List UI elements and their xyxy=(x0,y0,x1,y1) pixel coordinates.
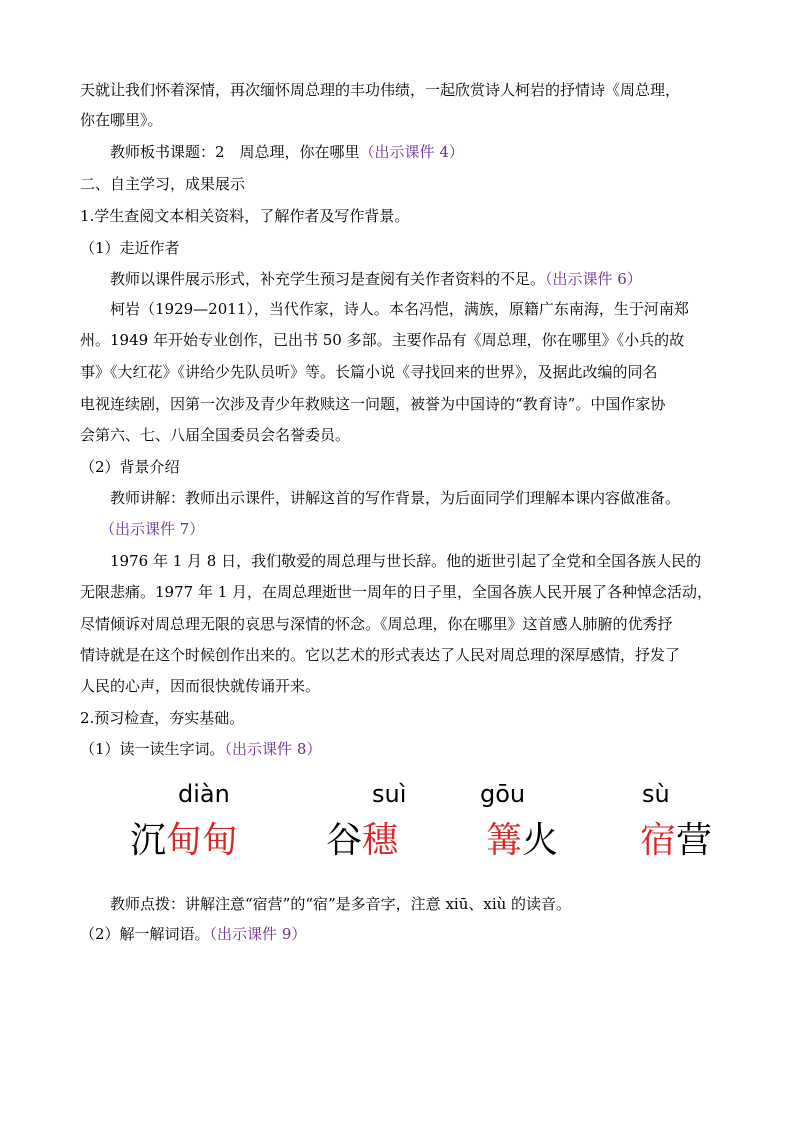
bio-line-4: 电视连续剧，因第一次涉及青少年救赎这一问题，被誉为中国诗的“教育诗”。中国作家协 xyxy=(80,395,666,413)
bio-line-5: 会第六、七、八届全国委员会名誉委员。 xyxy=(80,426,351,444)
vocab-word-chendiandian xyxy=(130,820,238,862)
board-title-text: 教师板书课题：2 周总理，你在哪里 xyxy=(110,143,360,161)
vocab-red-char: 宿 xyxy=(640,820,677,861)
courseware-link-7[interactable]: （出示课件 7） xyxy=(100,520,205,538)
background-line-3: 尽情倾诉对周总理无限的哀思与深情的怀念。《周总理，你在哪里》这首感人肺腑的优秀抒 xyxy=(80,615,673,633)
board-title-line xyxy=(110,140,730,164)
pinyin-dian: diàn xyxy=(178,780,230,808)
background-line-5: 人民的心声，因而很快就传诵开来。 xyxy=(80,677,321,695)
background-intro: 教师讲解：教师出示课件，讲解这首的写作背景，为后面同学们理解本课内容做准备。 xyxy=(110,489,681,507)
courseware-link-6[interactable]: （出示课件 6） xyxy=(545,270,642,288)
pinyin-sui: suì xyxy=(372,780,407,808)
pinyin-gou: gōu xyxy=(480,780,526,808)
sub-heading-vocab xyxy=(80,737,730,761)
author-intro-text: 教师以课件展示形式，补充学生预习是查阅有关作者资料的不足。 xyxy=(110,270,546,288)
bio-line-3: 事》《大红花》《讲给少先队员听》等。长篇小说《寻找回来的世界》，及据此改编的同名 xyxy=(80,363,658,381)
author-intro-line xyxy=(110,267,730,291)
background-line-1: 1976 年 1 月 8 日，我们敬爱的周总理与世长辞。他的逝世引起了全党和全国各族人民的 xyxy=(110,552,702,570)
vocab-plain-char: 火 xyxy=(522,820,559,861)
vocab-plain-char: 谷 xyxy=(326,820,363,861)
pinyin-su: sù xyxy=(642,780,670,808)
vocab-red-char: 甸甸 xyxy=(166,820,239,861)
courseware-link-4[interactable]: （出示课件 4） xyxy=(359,143,464,161)
bio-line-1: 柯岩（1929—2011），当代作家，诗人。本名冯恺，满族，原籍广东南海，生于河南郑 xyxy=(110,300,689,318)
bio-line-2: 州。1949 年开始专业创作，已出书 50 多部。主要作品有《周总理，你在哪里》《小兵的故 xyxy=(80,331,685,349)
step-1-heading: 1.学生查阅文本相关资料，了解作者及写作背景。 xyxy=(80,207,410,225)
vocab-plain-char: 沉 xyxy=(130,820,167,861)
background-line-2: 无限悲痛。1977 年 1 月，在周总理逝世一周年的日子里，全国各族人民开展了各种悼念活动， xyxy=(80,583,713,601)
vocab-heading-text: （1）读一读生字词。 xyxy=(80,740,225,758)
sub-heading-words xyxy=(80,922,730,946)
words-heading-text: （2）解一解词语。 xyxy=(80,925,210,943)
courseware-link-9[interactable]: （出示课件 9） xyxy=(209,925,307,943)
vocab-plain-char: 营 xyxy=(676,820,713,861)
sub-heading-background: （2）背景介绍 xyxy=(80,458,180,476)
sub-heading-author: （1）走近作者 xyxy=(80,239,180,257)
vocab-red-char: 穗 xyxy=(362,820,399,861)
vocab-word-gusui xyxy=(326,820,398,862)
background-line-4: 情诗就是在这个时候创作出来的。它以艺术的形式表达了人民对周总理的深厚感情，抒发了 xyxy=(80,646,681,664)
vocab-block xyxy=(130,780,750,870)
vocab-word-gouhuo xyxy=(486,820,558,862)
vocab-word-suying xyxy=(640,820,712,862)
intro-line-2: 你在哪里》。 xyxy=(80,111,163,129)
section-heading-2: 二、自主学习，成果展示 xyxy=(80,175,246,193)
step-2-heading: 2.预习检查，夯实基础。 xyxy=(80,709,245,727)
vocab-red-char: 篝 xyxy=(486,820,523,861)
courseware-link-8[interactable]: （出示课件 8） xyxy=(224,740,322,758)
intro-line-1: 天就让我们怀着深情，再次缅怀周总理的丰功伟绩，一起欣赏诗人柯岩的抒情诗《周总理， xyxy=(80,81,681,99)
teacher-tip: 教师点拨：讲解注意“宿营”的“宿”是多音字，注意 xiū、xiù 的读音。 xyxy=(110,895,572,913)
